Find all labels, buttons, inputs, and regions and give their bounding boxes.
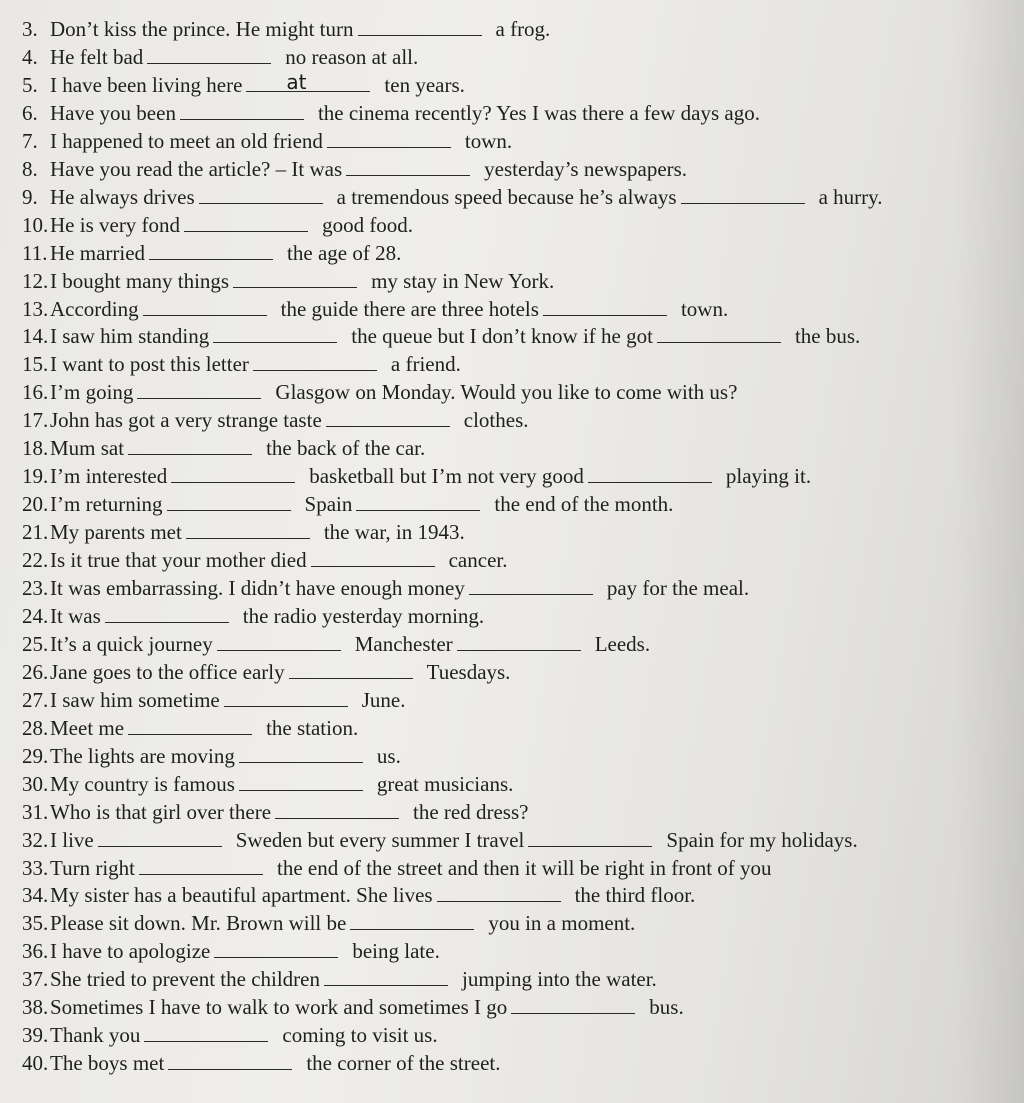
exercise-number: 28. [22,715,49,740]
exercise-line [22,548,507,572]
exercise-number: 31. [22,799,49,824]
sentence-text: I have to apologize [50,939,211,964]
sentence-text: Tuesdays. [426,659,511,684]
answer-blank[interactable] [289,660,413,679]
answer-blank[interactable] [356,492,480,511]
sentence-text: my stay in New York. [371,268,555,293]
sentence-text: the third floor. [574,883,696,908]
answer-blank[interactable] [346,157,470,176]
sentence-text: playing it. [725,464,812,489]
answer-blank[interactable] [184,213,308,232]
sentence-text: the guide there are three hotels [280,296,539,321]
answer-blank[interactable] [326,408,450,427]
exercise-line [22,688,405,712]
exercise-number: 34. [22,883,49,908]
exercise-number: 29. [22,743,49,768]
exercise-line [22,352,461,376]
sentence-text: She tried to prevent the children [50,967,320,992]
exercise-number: 17. [22,408,49,433]
exercise-line [22,660,510,684]
sentence-text: John has got a very strange taste [50,408,322,433]
exercise-number: 20. [22,492,49,517]
sentence-text: the red dress? [413,799,529,824]
answer-blank[interactable] [233,269,357,288]
exercise-line [22,17,550,41]
exercise-number: 33. [22,855,49,880]
exercise-number: 36. [22,939,49,964]
exercise-line [22,324,860,348]
sentence-text: June. [361,687,406,712]
sentence-text: Glasgow on Monday. Would you like to come with us? [275,380,738,405]
sentence-text: the queue but I don’t know if he got [351,324,653,349]
exercise-line [22,576,749,600]
answer-blank[interactable] [543,297,667,316]
sentence-text: clothes. [463,408,529,433]
exercise-number: 15. [22,352,49,377]
sentence-text: I’m going [50,380,134,405]
exercise-number: 37. [22,967,49,992]
answer-blank[interactable] [253,352,377,371]
answer-blank[interactable] [171,464,295,483]
answer-blank[interactable] [358,17,482,36]
sentence-text: Have you been [50,100,176,125]
exercise-number: 7. [22,128,38,153]
exercise-number: 3. [22,17,38,41]
sentence-text: It’s a quick journey [50,631,213,656]
sentence-text: I happened to meet an old friend [50,128,323,153]
exercise-number: 21. [22,520,49,545]
answer-blank[interactable] [350,911,474,930]
page-shadow [954,0,1024,1103]
exercise-number: 38. [22,995,49,1020]
sentence-text: Meet me [50,715,125,740]
exercise-number: 4. [22,44,38,69]
sentence-text: My sister has a beautiful apartment. She lives [50,883,433,908]
sentence-text: Who is that girl over there [50,799,272,824]
answer-blank[interactable] [217,632,341,651]
sentence-text: basketball but I’m not very good [309,464,584,489]
exercise-number: 13. [22,296,49,321]
sentence-text: He is very fond [50,212,181,237]
sentence-text: The boys met [50,1051,165,1076]
sentence-text: the station. [266,715,359,740]
answer-blank[interactable] [437,883,561,902]
sentence-text: jumping into the water. [462,967,657,992]
exercise-line [22,157,687,181]
exercise-line [22,492,673,516]
sentence-text: I live [50,827,94,852]
sentence-text: cancer. [448,548,508,573]
sentence-text: the bus. [794,324,861,349]
answer-blank[interactable] [128,436,252,455]
answer-blank[interactable] [657,324,781,343]
answer-blank[interactable] [214,939,338,958]
answer-blank[interactable] [213,324,337,343]
exercise-number: 40. [22,1051,49,1076]
answer-blank[interactable] [224,688,348,707]
exercise-number: 30. [22,771,49,796]
answer-blank[interactable] [139,856,263,875]
exercise-number: 23. [22,576,49,600]
sentence-text: I’m interested [50,464,168,489]
sentence-text: us. [376,743,401,768]
answer-blank[interactable] [511,995,635,1014]
sentence-text: the war, in 1943. [323,520,465,545]
answer-blank[interactable] [186,520,310,539]
answer-blank[interactable] [681,185,805,204]
sentence-text: According [50,296,139,321]
exercise-line [22,800,528,824]
exercise-number: 27. [22,687,49,712]
sentence-text: Spain [304,492,353,517]
exercise-line [22,967,657,991]
exercise-line [22,380,737,404]
handwritten-answer: at [286,69,307,94]
exercise-line [22,101,760,125]
exercise-line [22,939,440,963]
answer-blank[interactable] [324,967,448,986]
sentence-text: good food. [322,212,414,237]
sentence-text: Sometimes I have to walk to work and sometimes I go [50,995,508,1020]
exercise-line [22,297,728,321]
sentence-text: He always drives [50,184,195,209]
exercise-number: 24. [22,603,49,628]
answer-blank[interactable] [311,548,435,567]
exercise-number: 6. [22,100,38,125]
sentence-text: My parents met [50,520,182,545]
sentence-text: ten years. [384,72,465,97]
sentence-text: My country is famous [50,771,235,796]
exercise-line [22,185,883,209]
sentence-text: The lights are moving [50,743,235,768]
sentence-text: I bought many things [50,268,230,293]
exercise-line [22,69,465,97]
sentence-text: Spain for my holidays. [666,827,858,852]
exercise-number: 35. [22,911,49,936]
exercise-number: 19. [22,464,49,489]
exercise-line [22,129,512,153]
exercise-number: 39. [22,1023,49,1048]
sentence-text: Manchester [354,631,453,656]
exercise-line [22,464,811,488]
sentence-text: bus. [649,995,684,1020]
answer-blank[interactable] [105,604,229,623]
sentence-text: Mum sat [50,436,125,461]
exercise-line [22,632,650,656]
answer-blank[interactable] [149,241,273,260]
exercise-number: 5. [22,72,38,97]
sentence-text: It was embarrassing. I didn’t have enough money [50,576,465,600]
exercise-number: 26. [22,659,49,684]
exercise-line [22,269,554,293]
sentence-text: a tremendous speed because he’s always [336,184,677,209]
exercise-line [22,1051,500,1075]
exercise-line [22,856,772,880]
sentence-text: I have been living here [50,72,243,97]
sentence-text: He felt bad [50,44,144,69]
answer-blank[interactable] [275,800,399,819]
exercise-line [22,883,695,907]
exercise-number: 22. [22,548,49,573]
answer-blank[interactable] [239,772,363,791]
exercise-number: 25. [22,631,49,656]
sentence-text: you in a moment. [488,911,636,936]
sentence-text: Don’t kiss the prince. He might turn [50,17,354,41]
answer-blank[interactable] [528,828,652,847]
sentence-text: Turn right [50,855,135,880]
exercise-line [22,995,684,1019]
sentence-text: the end of the month. [494,492,674,517]
answer-blank[interactable] [137,380,261,399]
sentence-text: It was [50,603,101,628]
sentence-text: a frog. [495,17,551,41]
sentence-text: the end of the street and then it will be right in front of you [277,855,772,880]
exercise-line [22,744,401,768]
sentence-text: Please sit down. Mr. Brown will be [50,911,347,936]
answer-blank[interactable] [98,828,222,847]
sentence-text: I’m returning [50,492,163,517]
answer-blank[interactable] [147,45,271,64]
sentence-text: the back of the car. [266,436,426,461]
sentence-text: Have you read the article? – It was [50,156,343,181]
exercise-line [22,604,484,628]
exercise-number: 14. [22,324,49,349]
answer-blank[interactable] [457,632,581,651]
sentence-text: coming to visit us. [282,1023,438,1048]
exercise-number: 9. [22,184,38,209]
sentence-text: I saw him standing [50,324,210,349]
exercise-line [22,213,413,237]
exercise-number: 18. [22,436,49,461]
sentence-text: being late. [352,939,440,964]
sentence-text: I saw him sometime [50,687,220,712]
answer-blank[interactable] [239,744,363,763]
answer-blank[interactable] [128,716,252,735]
exercise-line [22,716,358,740]
answer-blank[interactable] [199,185,323,204]
sentence-text: town. [680,296,729,321]
sentence-text: a friend. [390,352,461,377]
answer-blank[interactable] [469,576,593,595]
exercise-number: 10. [22,212,49,237]
exercise-line [22,911,635,935]
sentence-text: He married [50,240,146,265]
answer-blank[interactable] [144,1023,268,1042]
sentence-text: no reason at all. [285,44,419,69]
sentence-text: town. [464,128,513,153]
answer-blank[interactable] [588,464,712,483]
answer-blank[interactable] [143,297,267,316]
exercise-line [22,45,418,69]
exercise-number: 16. [22,380,49,405]
exercise-number: 11. [22,240,48,265]
answer-blank[interactable] [327,129,451,148]
exercise-line [22,436,425,460]
answer-blank[interactable] [167,492,291,511]
sentence-text: Thank you [50,1023,141,1048]
sentence-text: pay for the meal. [606,576,750,600]
sentence-text: the radio yesterday morning. [242,603,485,628]
exercise-number: 12. [22,268,49,293]
exercise-line [22,772,513,796]
answer-blank[interactable] [168,1051,292,1070]
sentence-text: the corner of the street. [306,1051,501,1076]
exercise-line [22,241,401,265]
sentence-text: the age of 28. [287,240,402,265]
sentence-text: I want to post this letter [50,352,249,377]
sentence-text: great musicians. [376,771,514,796]
sentence-text: the cinema recently? Yes I was there a few days ago. [317,100,760,125]
answer-blank[interactable] [246,69,370,94]
exercise-line [22,408,529,432]
sentence-text: Is it true that your mother died [50,548,307,573]
exercise-number: 32. [22,827,49,852]
exercise-line [22,828,858,852]
sentence-text: Jane goes to the office early [50,659,285,684]
exercise-line [22,1023,438,1047]
sentence-text: a hurry. [818,184,883,209]
sentence-text: Sweden but every summer I travel [235,827,525,852]
exercise-line [22,520,465,544]
sentence-text: yesterday’s newspapers. [484,156,688,181]
answer-blank[interactable] [180,101,304,120]
sentence-text: Leeds. [594,631,651,656]
exercise-number: 8. [22,156,38,181]
